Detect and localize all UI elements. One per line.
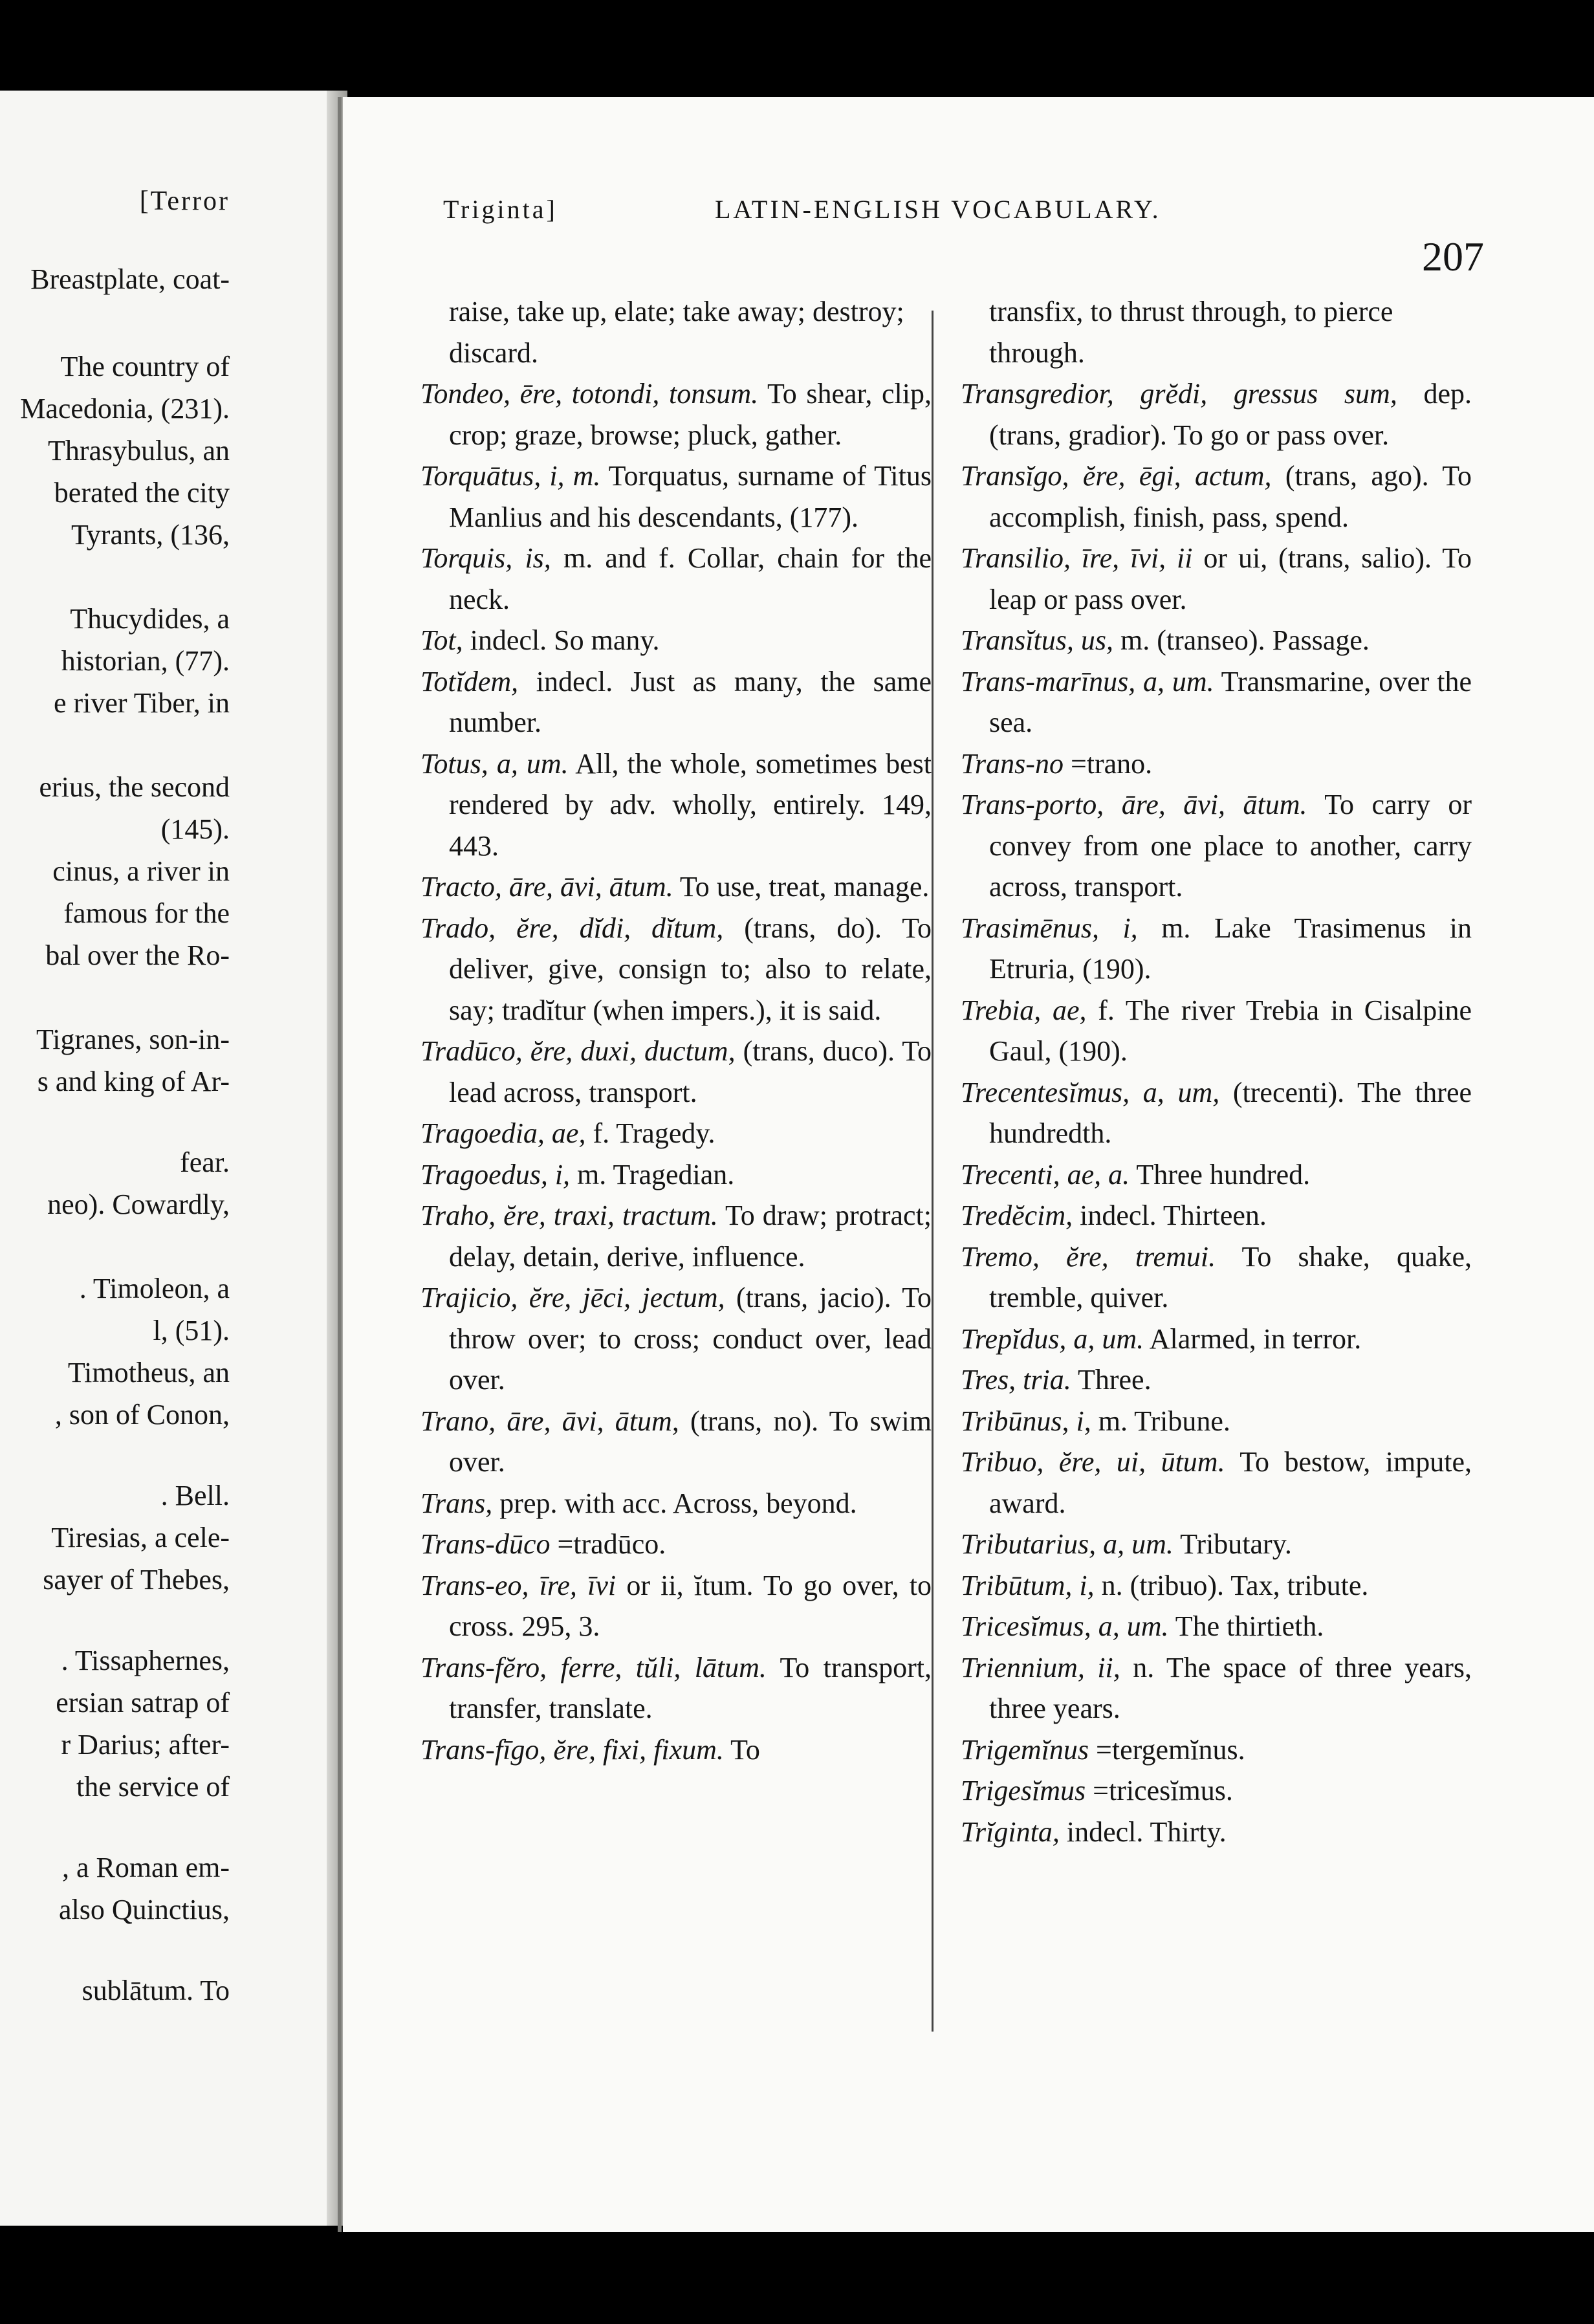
entry-headword: Transgredior, grĕdi, gressus sum, (961, 378, 1397, 410)
entry-headword: Trans-eo, īre, īvi (420, 1569, 617, 1601)
running-head-title: LATIN-ENGLISH VOCABULARY. (715, 195, 1161, 224)
dictionary-entry (961, 743, 1472, 785)
entry-definition: =tradūco. (557, 1528, 666, 1560)
dictionary-entry (961, 1729, 1472, 1771)
left-page-line: sublātum. To (82, 1975, 230, 2006)
left-page-line: . Timoleon, a (79, 1273, 230, 1304)
dictionary-entry (961, 661, 1472, 743)
dictionary-entry (420, 1031, 932, 1113)
entry-definition: indecl. Thirty. (1066, 1815, 1227, 1848)
entry-definition: (trans, jacio). To throw over; to cross; conduct over, lead over. (449, 1282, 932, 1396)
gutter-line (338, 97, 342, 2232)
entry-headword: Tres, tria. (961, 1364, 1071, 1396)
entry-definition: (trans, ago). To accomplish, finish, pass, spend. (989, 460, 1472, 533)
entry-list (420, 373, 932, 1770)
entry-definition: Transmarine, over the sea. (989, 665, 1472, 738)
left-page-line: neo). Cowardly, (47, 1189, 230, 1220)
entry-headword: Trecenti, ae, a. (961, 1158, 1130, 1190)
left-page-line: sayer of Thebes, (43, 1564, 230, 1595)
entry-headword: Trigemĭnus (961, 1733, 1089, 1766)
dictionary-entry (961, 784, 1472, 908)
entry-headword: Tragoedia, ae, (420, 1117, 586, 1149)
left-page-line: e river Tiber, in (54, 687, 230, 719)
dictionary-entry (420, 866, 932, 908)
continuation-text: raise, take up, elate; take away; destroy; discard. (449, 296, 904, 369)
running-head-left: Triginta] (443, 195, 558, 224)
entry-headword: Traho, ĕre, traxi, tractum. (420, 1200, 718, 1231)
entry-headword: Trĭginta, (961, 1815, 1060, 1848)
dictionary-entry (961, 1154, 1472, 1196)
entry-headword: Trado, ĕre, dĭdi, dĭtum, (420, 912, 724, 944)
entry-headword: Trigesĭmus (961, 1775, 1086, 1806)
entry-definition: m. (transeo). Passage. (1120, 624, 1370, 656)
entry-definition: To carry or convey from one place to another, carry across, transport. (989, 789, 1472, 903)
entry-headword: Tremo, ĕre, tremui. (961, 1240, 1216, 1273)
entry-headword: Tondeo, ēre, totondi, tonsum. (420, 378, 759, 410)
entry-headword: Trans-fīgo, ĕre, fixi, fixum. (420, 1733, 724, 1766)
entry-definition: n. (tribuo). Tax, tribute. (1101, 1569, 1369, 1601)
entry-headword: Totus, a, um. (420, 747, 569, 780)
dictionary-entry (961, 1442, 1472, 1524)
left-page-line: . Bell. (160, 1480, 230, 1511)
column-divider (932, 311, 933, 2032)
left-page-line: The country of (60, 351, 230, 382)
dictionary-entry (961, 373, 1472, 455)
entry-definition: =tergemĭnus. (1096, 1733, 1245, 1766)
left-page-line: (145). (160, 813, 230, 845)
entry-headword: Totĭdem, (420, 665, 519, 697)
entry-headword: Triennium, ii, (961, 1651, 1120, 1683)
entry-definition: indecl. Thirteen. (1080, 1200, 1267, 1231)
entry-headword: Torquis, is, (420, 542, 551, 574)
entry-definition: indecl. So many. (470, 624, 660, 656)
entry-headword: Trans-marīnus, a, um. (961, 665, 1214, 697)
left-page-line: also Quinctius, (59, 1894, 230, 1925)
dictionary-entry (420, 1401, 932, 1483)
left-page-line: Thrasybulus, an (47, 435, 230, 466)
entry-definition: To use, treat, manage. (679, 871, 930, 903)
left-page-line: Breastplate, coat- (30, 263, 230, 295)
entry-headword: Tradūco, ĕre, duxi, ductum, (420, 1035, 736, 1067)
dictionary-entry (420, 1729, 932, 1771)
entry-headword: Tragoedus, i, (420, 1158, 571, 1190)
left-page-line: historian, (77). (61, 645, 230, 677)
left-page-line: l, (51). (153, 1315, 230, 1346)
entry-headword: Transĭtus, us, (961, 624, 1113, 656)
left-page-line: , a Roman em- (61, 1852, 230, 1883)
dictionary-entry (420, 908, 932, 1031)
entry-definition: m. and f. Collar, chain for the neck. (449, 542, 932, 615)
entry-definition: indecl. Just as many, the same number. (449, 665, 932, 738)
dictionary-entry (420, 1154, 932, 1196)
entry-headword: Tribuo, ĕre, ui, ūtum. (961, 1446, 1225, 1478)
dictionary-entry (420, 455, 932, 538)
entry-headword: Trepĭdus, a, um. (961, 1322, 1144, 1355)
dictionary-entry (420, 1524, 932, 1565)
entry-definition: Three hundred. (1136, 1158, 1311, 1190)
entry-headword: Trans-porto, āre, āvi, ātum. (961, 789, 1307, 820)
page-number: 207 (1422, 234, 1484, 280)
entry-headword: Trebia, ae, (961, 994, 1087, 1026)
entry-definition: or ui, (trans, salio). To leap or pass over. (989, 542, 1472, 615)
entry-definition: m. Tribune. (1098, 1405, 1230, 1437)
dictionary-entry (420, 620, 932, 661)
left-page-line: s and king of Ar- (37, 1066, 230, 1097)
dictionary-entry (961, 1647, 1472, 1729)
dictionary-entry (420, 743, 932, 867)
left-page-line: berated the city (54, 477, 230, 509)
entry-definition: =trano. (1070, 747, 1153, 780)
entry-definition: The thirtieth. (1175, 1610, 1324, 1642)
entry-definition: m. Lake Trasimenus in Etruria, (190). (989, 912, 1472, 985)
dictionary-entry (961, 1236, 1472, 1319)
dictionary-entry (961, 1401, 1472, 1442)
dictionary-entry (961, 1565, 1472, 1606)
entry-headword: Transilio, īre, īvi, ii (961, 542, 1193, 574)
entry-definition: Three. (1077, 1364, 1152, 1396)
continuation-text: transfix, to thrust through, to pierce through. (989, 296, 1393, 369)
entry-headword: Torquātus, i, m. (420, 460, 601, 492)
column-left (420, 291, 932, 1770)
entry-headword: Tot, (420, 624, 463, 656)
dictionary-entry (961, 1359, 1472, 1401)
dictionary-entry (961, 1606, 1472, 1647)
entry-definition: To bestow, impute, award. (989, 1446, 1472, 1519)
dictionary-entry (420, 1277, 932, 1401)
left-page-header: [Terror (139, 186, 230, 216)
left-page-line: the service of (76, 1771, 230, 1803)
entry-headword: Tribūnus, i, (961, 1405, 1091, 1437)
dictionary-entry (961, 1770, 1472, 1812)
dictionary-entry (961, 1072, 1472, 1154)
entry-definition: (trans, do). To deliver, give, consign to; also to relate, say; tradĭtur (when impers.), it is said. (449, 912, 932, 1026)
entry-definition: To draw; protract; delay, detain, derive, influence. (449, 1200, 932, 1273)
entry-headword: Tredĕcim, (961, 1200, 1073, 1231)
entry-definition: Tributary. (1180, 1528, 1292, 1560)
dictionary-entry (961, 455, 1472, 538)
dictionary-entry (420, 1195, 932, 1277)
entry-definition: Alarmed, in terror. (1149, 1322, 1362, 1355)
dictionary-entry (420, 1565, 932, 1647)
dictionary-entry (420, 538, 932, 620)
left-page-line: Tyrants, (136, (71, 519, 230, 551)
left-page-line: cinus, a river in (52, 855, 230, 887)
dictionary-entry (420, 661, 932, 743)
entry-definition: m. Tragedian. (577, 1158, 735, 1190)
dictionary-entry (961, 538, 1472, 620)
left-page-line: Tiresias, a cele- (51, 1522, 230, 1553)
entry-list (961, 373, 1472, 1852)
entry-definition: (trans, no). To swim over. (449, 1405, 932, 1478)
left-page-line: Macedonia, (231). (20, 393, 230, 424)
left-page-line: fear. (180, 1146, 230, 1178)
entry-definition: To transport, transfer, translate. (449, 1651, 932, 1724)
left-page-line: bal over the Ro- (45, 939, 230, 971)
left-page-line: r Darius; after- (61, 1729, 230, 1760)
entry-headword: Tributarius, a, um. (961, 1528, 1174, 1560)
entry-headword: Trasimēnus, i, (961, 912, 1138, 944)
dictionary-entry (961, 1524, 1472, 1565)
left-page-line: Thucydides, a (70, 603, 230, 635)
left-page (0, 91, 327, 2226)
dictionary-entry (420, 373, 932, 455)
entry-definition: All, the whole, sometimes best rendered by adv. wholly, entirely. 149, 443. (449, 747, 932, 862)
entry-definition: or ii, ĭtum. To go over, to cross. 295, 3. (449, 1569, 932, 1642)
dictionary-entry (961, 990, 1472, 1072)
left-page-line: erius, the second (39, 771, 230, 803)
entry-headword: Trano, āre, āvi, ātum, (420, 1405, 679, 1437)
entry-headword: Trans, (420, 1487, 493, 1519)
left-page-line: famous for the (63, 897, 230, 929)
dictionary-entry (420, 1483, 932, 1524)
entry-headword: Tricesĭmus, a, um. (961, 1610, 1169, 1642)
dictionary-entry (420, 1647, 932, 1729)
entry-definition: f. The river Trebia in Cisalpine Gaul, (190). (989, 994, 1472, 1067)
entry-definition: To (730, 1733, 760, 1766)
left-page-line: , son of Conon, (54, 1399, 230, 1431)
entry-definition: (trans, duco). To lead across, transport. (449, 1035, 932, 1108)
entry-definition: =tricesĭmus. (1093, 1775, 1233, 1806)
entry-headword: Tracto, āre, āvi, ātum. (420, 871, 673, 903)
column-right (961, 291, 1472, 1852)
dictionary-entry (961, 1195, 1472, 1236)
entry-definition: dep. (trans, gradior). To go or pass over. (989, 378, 1472, 451)
dictionary-entry (961, 620, 1472, 661)
entry-headword: Tribūtum, i, (961, 1569, 1095, 1601)
dictionary-entry (961, 1812, 1472, 1853)
entry-definition: (trecenti). The three hundredth. (989, 1076, 1472, 1149)
dictionary-entry (961, 908, 1472, 990)
left-page-line: . Tissaphernes, (61, 1645, 230, 1676)
entry-definition: n. The space of three years, three years. (989, 1651, 1472, 1724)
entry-definition: f. Tragedy. (593, 1117, 715, 1149)
dictionary-entry (961, 1319, 1472, 1360)
left-page-line: ersian satrap of (56, 1687, 230, 1718)
entry-headword: Trecentesĭmus, a, um, (961, 1076, 1220, 1108)
entry-headword: Transĭgo, ĕre, ēgi, actum, (961, 460, 1272, 492)
entry-headword: Trans-dūco (420, 1528, 551, 1560)
entry-headword: Trajicio, ĕre, jēci, jectum, (420, 1282, 725, 1313)
entry-definition: Torquatus, surname of Titus Manlius and his descendants, (177). (449, 460, 932, 533)
dictionary-entry (420, 1113, 932, 1154)
left-page-line: Timotheus, an (67, 1357, 230, 1388)
entry-headword: Trans-no (961, 747, 1064, 780)
entry-definition: To shear, clip, crop; graze, browse; pluck, gather. (449, 378, 932, 451)
entry-headword: Trans-fĕro, ferre, tŭli, lātum. (420, 1651, 767, 1683)
entry-definition: prep. with acc. Across, beyond. (499, 1487, 857, 1519)
left-page-line: Tigranes, son-in- (36, 1024, 230, 1055)
entry-definition: To shake, quake, tremble, quiver. (989, 1240, 1472, 1313)
